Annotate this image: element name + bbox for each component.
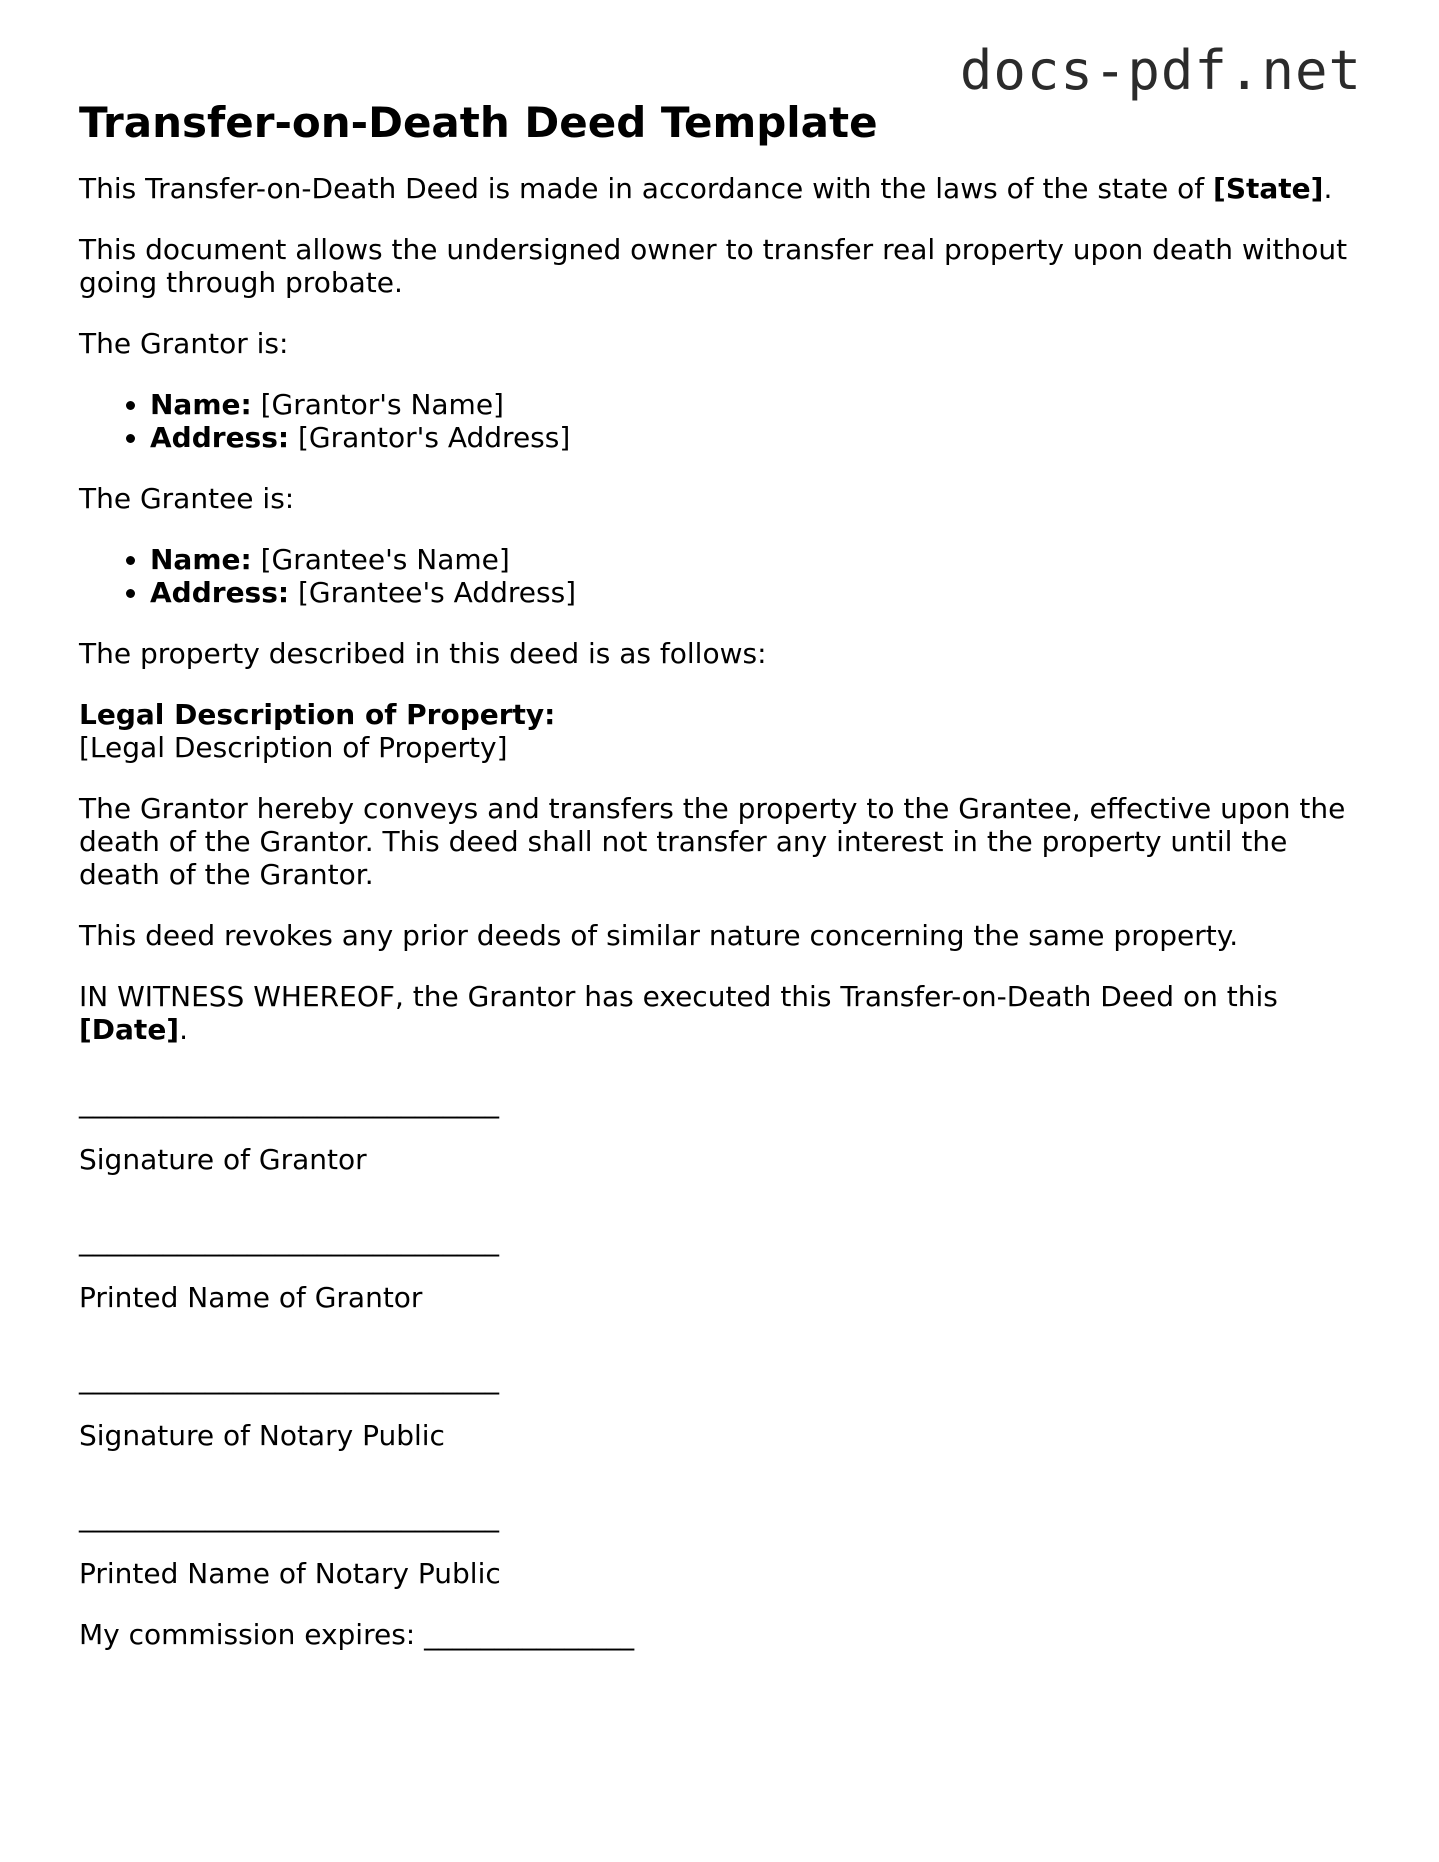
property-intro: The property described in this deed is as follows: (79, 637, 767, 670)
notary-printed-label: Printed Name of Notary Public (79, 1557, 501, 1590)
grantee-address-item (150, 576, 1369, 609)
legal-description (79, 698, 1369, 764)
grantor-signature-line: ______________________________ (79, 1086, 499, 1119)
conveyance-paragraph: The Grantor hereby conveys and transfers the property to the Grantee, effective upon the death of the Grantor. This deed shall not transfer any interest in the property until the death of the Grantor. (79, 792, 1346, 891)
grantor-name-item (150, 388, 1369, 421)
intro-paragraph (79, 172, 1369, 205)
grantor-heading: The Grantor is: (79, 327, 289, 360)
intro-text: This Transfer-on-Death Deed is made in accordance with the laws of the state of (79, 172, 1214, 205)
grantor-printed-line: ______________________________ (79, 1224, 499, 1257)
grantor-address-value: [Grantor's Address] (289, 421, 571, 454)
witness-text: IN WITNESS WHEREOF, the Grantor has executed this Transfer-on-Death Deed on this (79, 980, 1278, 1013)
intro-end: . (1323, 172, 1333, 205)
commission-expiry (79, 1618, 1369, 1651)
date-placeholder: [Date] (79, 1013, 180, 1046)
witness-end: . (179, 1013, 189, 1046)
page-title: Transfer-on-Death Deed Template (79, 98, 878, 147)
commission-label: My commission expires: (79, 1618, 425, 1651)
grantee-heading: The Grantee is: (79, 482, 295, 515)
grantee-name-value: [Grantee's Name] (251, 543, 510, 576)
purpose-paragraph: This document allows the undersigned owner to transfer real property upon death without going through probate. (79, 233, 1348, 299)
grantor-name-value: [Grantor's Name] (251, 388, 504, 421)
legal-description-value: [Legal Description of Property] (79, 731, 508, 764)
grantee-address-value: [Grantee's Address] (289, 576, 577, 609)
notary-signature-label: Signature of Notary Public (79, 1419, 445, 1452)
grantee-name-label: Name: (150, 543, 252, 576)
commission-blank: _______________ (424, 1618, 635, 1651)
grantor-address-label: Address: (150, 421, 290, 454)
grantor-signature-label: Signature of Grantor (79, 1143, 367, 1176)
grantor-name-label: Name: (150, 388, 252, 421)
state-placeholder: [State] (1213, 172, 1324, 205)
notary-signature-line: ______________________________ (79, 1362, 499, 1395)
revocation-paragraph: This deed revokes any prior deeds of similar nature concerning the same property. (79, 919, 1239, 952)
grantor-printed-label: Printed Name of Grantor (79, 1281, 423, 1314)
signature-block (79, 1086, 1369, 1651)
watermark: docs-pdf.net (959, 39, 1362, 102)
grantor-address-item (150, 421, 1369, 454)
legal-description-label: Legal Description of Property: (79, 698, 556, 731)
grantee-address-label: Address: (150, 576, 290, 609)
document-body (79, 98, 1369, 1679)
grantor-list (79, 388, 1369, 454)
witness-paragraph (79, 980, 1369, 1046)
grantee-name-item (150, 543, 1369, 576)
notary-printed-line: ______________________________ (79, 1500, 499, 1533)
grantee-list (79, 543, 1369, 609)
